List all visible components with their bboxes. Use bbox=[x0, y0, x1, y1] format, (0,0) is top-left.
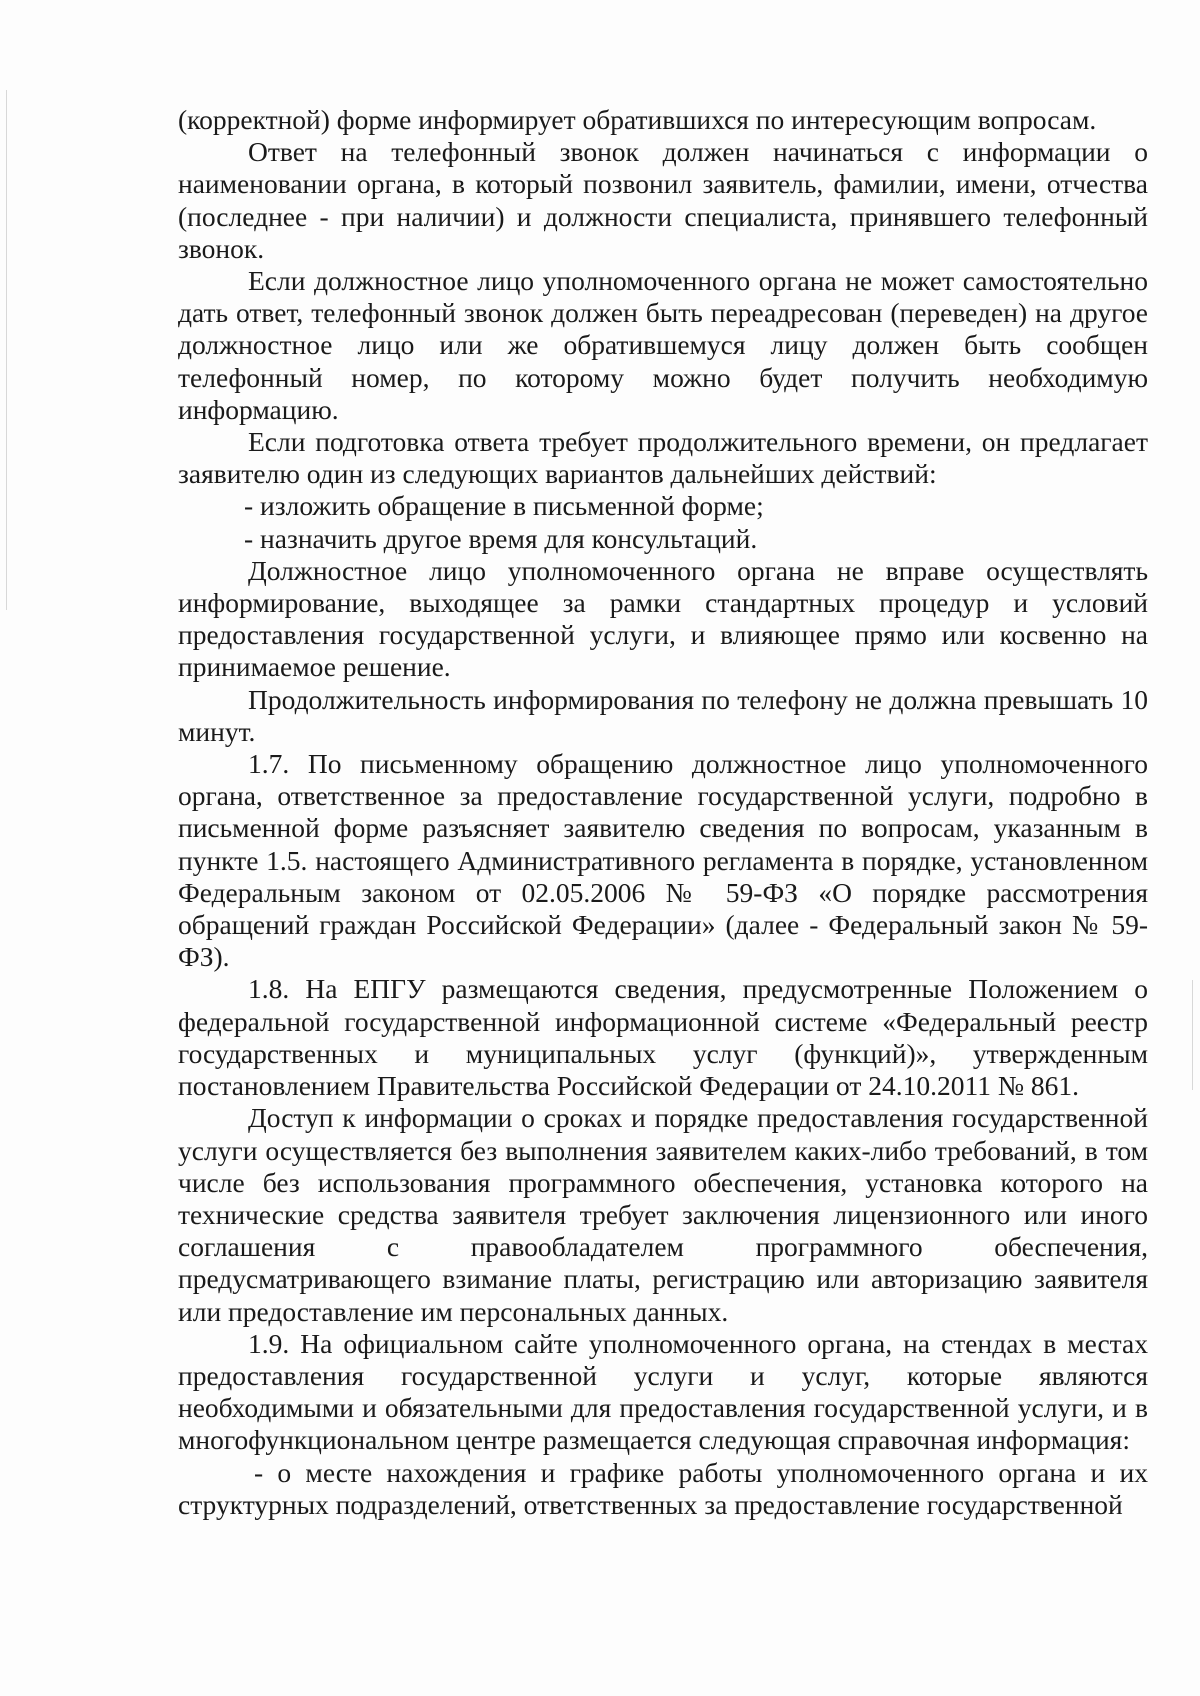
scan-edge-mark-right bbox=[1192, 980, 1193, 1090]
paragraph-not-entitled: Должностное лицо уполномоченного органа не вправе осуществлять информирование, выходящее за рамки стандартных процедур и условий предоставления государственной услуги, и влияющее прямо или косвенно на принимаемое решение. bbox=[178, 554, 1148, 683]
paragraph-section-1-8: 1.8. На ЕПГУ размещаются сведения, предусмотренные Положением о федеральной государственной информационной системе «Федеральный реестр государственных и муниципальных услуг (функций)», утвержденным постановлением Правительства Российской Федерации от 24.10.2011 № 861. bbox=[178, 973, 1148, 1102]
list-item-other-time: - назначить другое время для консультаций. bbox=[244, 522, 758, 554]
paragraph-duration: Продолжительность информирования по телефону не должна превышать 10 минут. bbox=[178, 683, 1148, 747]
paragraph-continuation: (корректной) форме информирует обратившихся по интересующим вопросам. bbox=[178, 104, 1097, 135]
paragraph-redirect: Если должностное лицо уполномоченного органа не может самостоятельно дать ответ, телефонный звонок должен быть переадресован (переведен) на другое должностное лицо или же обратившемуся лицу должен быть сообщен телефонный номер, по которому можно будет получить необходимую информацию. bbox=[178, 265, 1148, 425]
scan-edge-mark-left bbox=[6, 90, 7, 610]
paragraph-phone-answer: Ответ на телефонный звонок должен начинаться с информации о наименовании органа, в который позвонил заявитель, фамилии, имени, отчества (последнее - при наличии) и должности специалиста, принявшего телефонный звонок. bbox=[178, 136, 1148, 264]
document-body bbox=[178, 104, 1148, 1521]
paragraph-section-1-9: 1.9. На официальном сайте уполномоченного органа, на стендах в местах предоставления государственной услуги и услуг, которые являются необходимыми и обязательными для предоставления государственной услуги, и в многофункциональном центре размещается следующая справочная информация: bbox=[178, 1327, 1148, 1456]
list-item-written-form: - изложить обращение в письменной форме; bbox=[244, 490, 764, 522]
paragraph-section-1-7: 1.7. По письменному обращению должностное лицо уполномоченного органа, ответственное за предоставление государственной услуги, подробно в письменной форме разъясняет заявителю сведения по вопросам, указанным в пункте 1.5. настоящего Административного регламента в порядке, установленном Федеральным законом от 02.05.2006 № 59-ФЗ «О порядке рассмотрения обращений граждан Российской Федерации» (далее - Федеральный закон № 59-ФЗ). bbox=[178, 748, 1148, 973]
list-item-location-schedule: - о месте нахождения и графике работы уполномоченного органа и их структурных подразделений, ответственных за предоставление государственной bbox=[178, 1456, 1148, 1520]
paragraph-access: Доступ к информации о сроках и порядке предоставления государственной услуги осуществляется без выполнения заявителем каких-либо требований, в том числе без использования программного обеспечения, установка которого на технические средства заявителя требует заключения лицензионного или иного соглашения с правообладателем программного обеспечения, предусматривающего взимание платы, регистрацию или авторизацию заявителя или предоставление им персональных данных. bbox=[178, 1102, 1148, 1327]
paragraph-long-answer: Если подготовка ответа требует продолжительного времени, он предлагает заявителю один из следующих вариантов дальнейших действий: bbox=[178, 426, 1148, 490]
